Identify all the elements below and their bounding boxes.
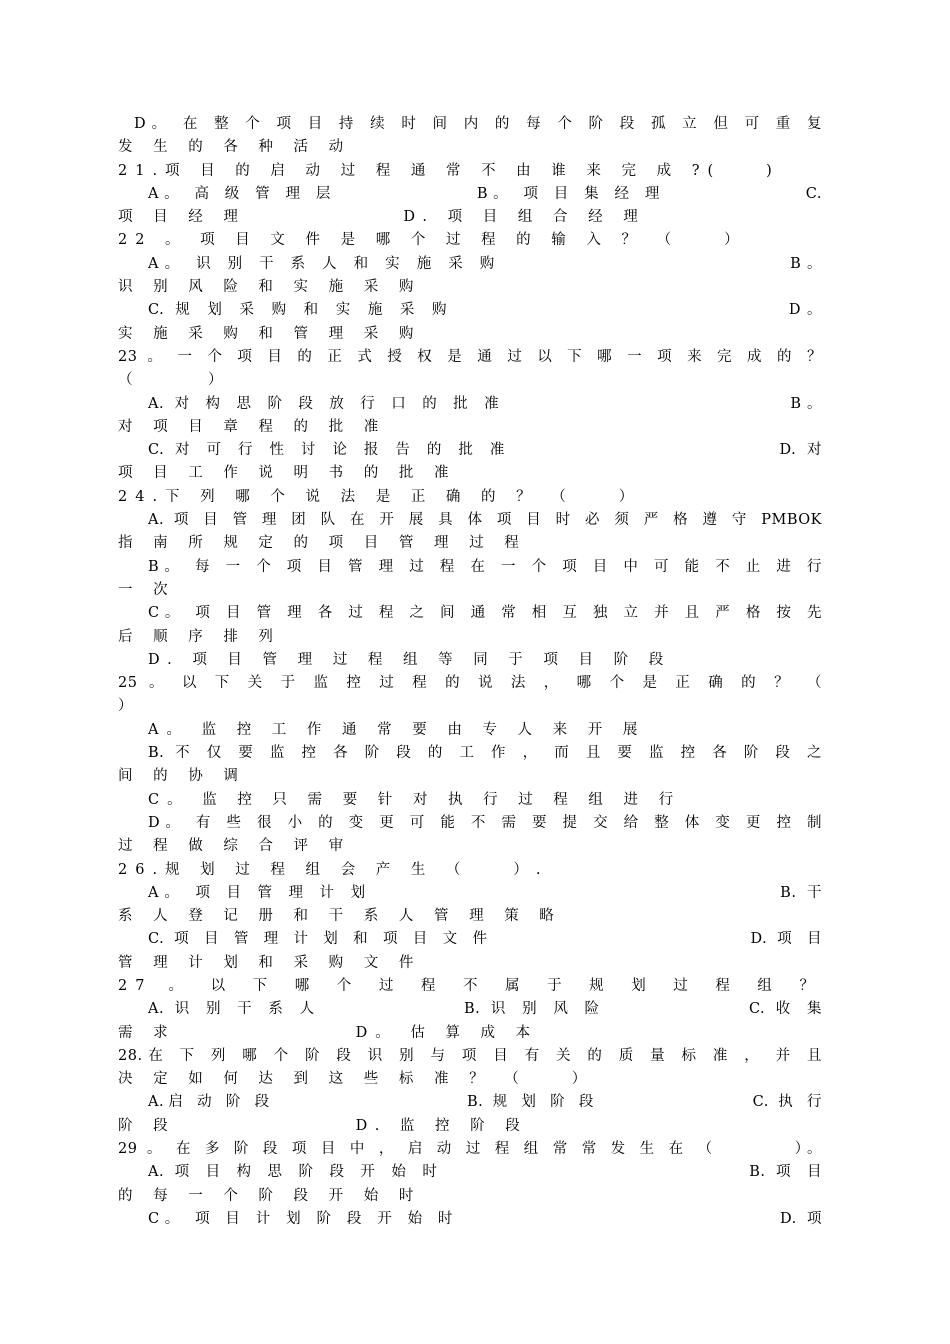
text-line: 项 目 工 作 说 明 书 的 批 准 (118, 465, 457, 482)
text-line: C. 项 目 管 理 计 划 和 项 目 文 件 D. 项 目 (148, 931, 822, 948)
text-line: A。 监 控 工 作 通 常 要 由 专 人 来 开 展 (148, 721, 646, 738)
text-line: B。 每 一 个 项 目 管 理 过 程 在 一 个 项 目 中 可 能 不 止 进 行 (148, 558, 822, 575)
text-line: C. 规 划 采 购 和 实 施 采 购 D。 (148, 302, 822, 319)
text-line: A. 项 目 管 理 团 队 在 开 展 具 体 项 目 时 必 须 严 格 遵 守 PMBOK (148, 512, 822, 529)
text-line: A。 项 目 管 理 计 划 B. 干 (148, 884, 822, 901)
question-22: 22 。 项 目 文 件 是 哪 个 过 程 的 输 入 ？ （ ） (118, 232, 747, 249)
text-line: 需 求 D。 估 算 成 本 (118, 1024, 539, 1041)
text-line: 间 的 协 调 (118, 768, 246, 785)
question-27: 27 。 以 下 哪 个 过 程 不 属 于 规 划 过 程 组 ？ (118, 977, 822, 994)
text-line: 管 理 计 划 和 采 购 文 件 (118, 954, 422, 971)
text-line: 项 目 经 理 D. 项 目 组 合 经 理 (118, 209, 646, 226)
text-line: A. 识 别 干 系 人 B. 识 别 风 险 C. 收 集 (148, 1001, 822, 1018)
text-line: 过 程 做 综 合 评 审 (118, 838, 352, 855)
text-line: A.启 动 阶 段 B. 规 划 阶 段 C. 执 行 (148, 1094, 822, 1111)
text-line: D. 项 目 管 理 过 程 组 等 同 于 项 目 阶 段 (148, 651, 672, 668)
text-line: 发 生 的 各 种 活 动 (118, 139, 352, 156)
text-line: C. 对 可 行 性 讨 论 报 告 的 批 准 D. 对 (148, 442, 822, 459)
text-line: C。 项 目 计 划 阶 段 开 始 时 D. 项 (148, 1210, 822, 1227)
text-line: C。 项 目 管 理 各 过 程 之 间 通 常 相 互 独 立 并 且 严 格 按 先 (148, 605, 822, 622)
text-line: C。 监 控 只 需 要 针 对 执 行 过 程 组 进 行 (148, 791, 682, 808)
text-line: （ ） (118, 372, 231, 389)
text-line: A。 识 别 干 系 人 和 实 施 采 购 B。 (148, 255, 822, 272)
document-body (118, 113, 822, 1231)
text-line: D。 有 些 很 小 的 变 更 可 能 不 需 要 提 交 给 整 体 变 更 控 制 (148, 814, 822, 831)
text-line: 实 施 采 购 和 管 理 采 购 (118, 325, 422, 342)
question-28: 28.在 下 列 哪 个 阶 段 识 别 与 项 目 有 关 的 质 量 标 准 ， 并 且 (118, 1047, 822, 1064)
text-line: 后 顺 序 排 列 (118, 628, 281, 645)
text-line: A. 项 目 构 思 阶 段 开 始 时 B. 项 目 (148, 1164, 822, 1181)
question-23: 23 。 一 个 项 目 的 正 式 授 权 是 通 过 以 下 哪 一 项 来 完 成 的 ？ (118, 348, 822, 365)
text-line: 系 人 登 记 册 和 干 系 人 管 理 策 略 (118, 908, 562, 925)
question-21: 21.项 目 的 启 动 过 程 通 常 不 由 谁 来 完 成 ?( ) (118, 162, 780, 179)
text-line: 决 定 如 何 达 到 这 些 标 准 ？ （ ） (118, 1071, 595, 1088)
text-line: 阶 段 D. 监 控 阶 段 (118, 1117, 528, 1134)
text-line: B. 不 仅 要 监 控 各 阶 段 的 工 作 ， 而 且 要 监 控 各 阶 段 之 (148, 745, 822, 762)
question-25: 25 。 以 下 关 于 监 控 过 程 的 说 法 ， 哪 个 是 正 确 的 ？ （ (118, 675, 822, 692)
question-26: 26.规 划 过 程 组 会 产 生 （ ）. (118, 861, 549, 878)
text-line: A。 高 级 管 理 层 B。 项 目 集 经 理 C. (148, 185, 822, 202)
question-24: 24.下 列 哪 个 说 法 是 正 确 的 ？ （ ） (118, 488, 642, 505)
text-line: ） (118, 698, 141, 715)
text-line: 一 次 (118, 581, 176, 598)
text-line: A. 对 构 思 阶 段 放 行 口 的 批 准 B。 (148, 395, 822, 412)
text-line: 的 每 一 个 阶 段 开 始 时 (118, 1187, 422, 1204)
text-line: 识 别 风 险 和 实 施 采 购 (118, 279, 422, 296)
text-line: 对 项 目 章 程 的 批 准 (118, 418, 387, 435)
question-29: 29 。 在 多 阶 段 项 目 中 ， 启 动 过 程 组 常 常 发 生 在 （ ）。 (118, 1141, 822, 1158)
text-line: D。 在 整 个 项 目 持 续 时 间 内 的 每 个 阶 段 孤 立 但 可 重 复 (134, 116, 822, 132)
text-line: 指 南 所 规 定 的 项 目 管 理 过 程 (118, 535, 527, 552)
